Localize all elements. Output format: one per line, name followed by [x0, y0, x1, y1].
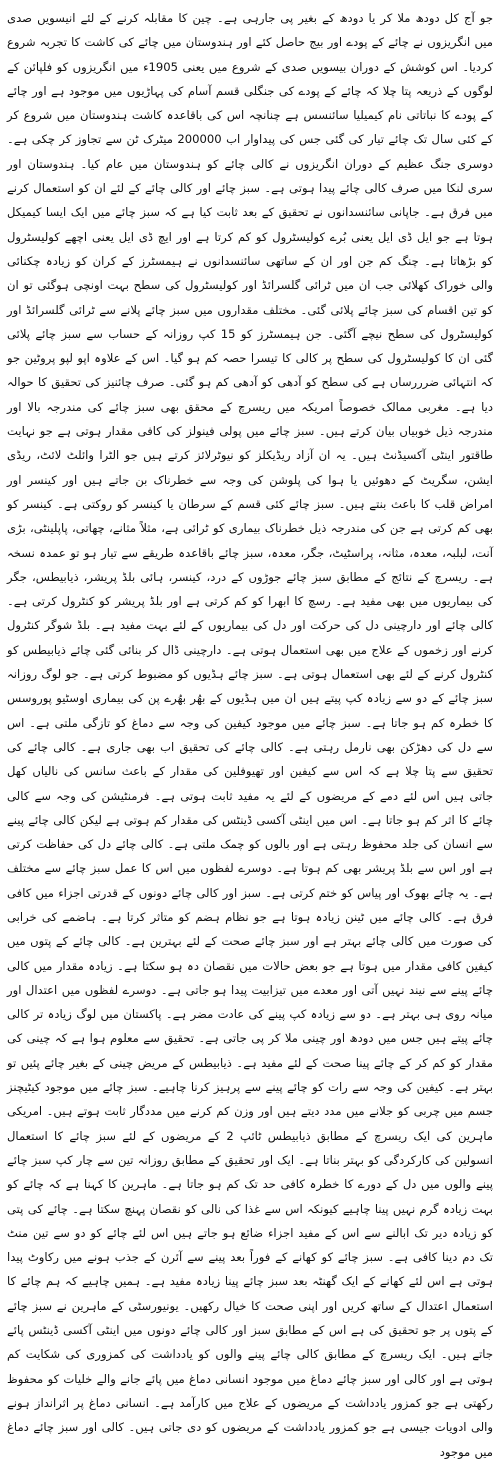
article-paragraph: جو آج کل دودھ ملا کر یا دودھ کے بغیر پی جارہی ہے۔ چین کا مقابلہ کرنے کے لئے انیسویں صدی میں انگریزوں نے چائے کے پودے اور بیج حاصل کئے اور ہندوستان میں چائے کی کاشت کا تجربہ شروع کردیا۔ اس کوشش کے دوران بیسویں صدی کے شروع میں یعنی 1905ء میں انگریزوں کو فلپائن کے لوگوں کے ذریعہ پتا چلا کہ چائے کے پودے کی جنگلی قسم آسام کی پہاڑیوں میں موجود ہے اور چائے کے پودے کا نباتاتی نام کیمیلیا سائنسس ہے چنانچہ اس کی باقاعدہ کاشت ہندوستان میں شروع کر کے کئی سال تک چائے تیار کی گئی جس کی پیداوار اب 200000 میٹرک ٹن سے تجاوز کر چکی ہے۔ دوسری جنگ عظیم کے دوران انگریزوں نے کالی چائے کو ہندوستان میں عام کیا۔ ہندوستان اور سری لنکا میں صرف کالی چائے پیدا ہوتی ہے۔ سبز چائے اور کالی چائے کے لئے ان کو استعمال کرنے میں فرق ہے۔ جاپانی سائنسدانوں نے تحقیق کے بعد ثابت کیا ہے کہ سبز چائے میں ایک ایسا کیمیکل ہوتا ہے جو ایل ڈی ایل یعنی بُرے کولیسٹرول کو کم کرتا ہے اور ایچ ڈی ایل یعنی اچھے کولیسٹرول کو بڑھاتا ہے۔ چنگ کم جن اور ان کے ساتھی سائنسدانوں نے ہیمسٹرز کے کران کو زیادہ چکنائی والی خوراک کھلائی جب ان میں ٹرائی گلسرائڈ اور کولیسٹرول کی سطح بہت اونچی ہوگئی تو ان کو تین اقسام کی سبز چائے پلائی گئی۔ مختلف مقداروں میں سبز چائے پلانے سے ٹرائی گلسرائڈ اور کولیسٹرول کی سطح نیچے آگئی۔ جن ہیمسٹرز کو 15 کپ روزانہ کے حساب سے سبز چائے پلائی گئی ان کا کولیسٹرول کی سطح پر کالی کا تیسرا حصہ کم ہو گیا۔ اس کے علاوہ اپو لپو پروٹین جو کہ انتہائی ضرررساں ہے کی سطح کو آدھی کو آدھی کم ہو گئی۔ صرف چائنیز کی تحقیق کا حوالہ دیا ہے۔ مغربی ممالک خصوصاً امریکہ میں ریسرچ کے محقق بھی سبز چائے کی مندرجہ بالا اور مندرجہ ذیل خوبیاں بیان کرتے ہیں۔ سبز چائے میں پولی فینولز کی کافی مقدار ہوتی ہے جو نہایت طاقتور اینٹی آکسیڈنٹ ہیں۔ یہ ان آزاد ریڈیکلز کو نیوٹرلائز کرتے ہیں جو الٹرا وائلٹ لائٹ، ریڈی ایشن، سگریٹ کے دھوئیں یا ہوا کی پلوشن کی وجہ سے خطرناک بن جاتے ہیں اور کینسر اور امراض قلب کا باعث بنتے ہیں۔ سبز چائے کئی قسم کے سرطان یا کینسر کو روکتی ہے۔ کینسر کو بھی کم کرتی ہے جن کی مندرجہ ذیل خطرناک بیماری کو ٹرائی ہے، مثلاً مثانے، چھاتی، پاپلینٹی، بڑی آنت، لبلبہ، معدہ، مثانہ، پراسٹیٹ، جگر، معدہ، سبز چائے باقاعدہ طریقے سے تیار ہو تو عمدہ نسخہ ہے۔ ریسرچ کے نتائج کے مطابق سبز چائے جوڑوں کے درد، کینسر، ہائی بلڈ پریشر، ذیابیطس، جگر کی بیماریوں میں بھی مفید ہے۔ رسچ کا ابھرا کو کم کرتی ہے اور بلڈ پریشر کو کنٹرول کرتی ہے۔ کالی چائے اور دارچینی دل کی حرکت اور دل کی بیماریوں کے لئے بہت مفید ہے۔ بلڈ شوگر کنٹرول کرنے اور زخموں کے علاج میں بھی استعمال ہوتی ہے۔ دارچینی ڈال کر بنائی گئی چائے ذیابیطس کو کنٹرول کرنے کے لئے بھی استعمال ہوتی ہے۔ سبز چائے ہڈیوں کو مضبوط کرتی ہے۔ جو لوگ روزانہ سبز چائے کے دو سے زیادہ کپ پیتے ہیں ان میں ہڈیوں کے بھُر بھُرے پن کی بیماری اوسٹیو پوروسس کا خطرہ کم ہو جاتا ہے۔ سبز چائے میں موجود کیفین کی وجہ سے دماغ کو تازگی ملتی ہے۔ اس سے دل کی دھڑکن بھی نارمل رہتی ہے۔ کالی چائے کی تحقیق اب بھی جاری ہے۔ کالی چائے کی تحقیق سے پتا چلا ہے کہ اس سے کیفین اور تھیوفلین کی مقدار کے باعث سانس کی نالیاں کھل جاتی ہیں اس لئے دمے کے مریضوں کے لئے یہ مفید ثابت ہوتی ہے۔ فرمنٹیشن کی وجہ سے کالی چائے کا اثر کم ہو جاتا ہے۔ اس میں اینٹی آکسی ڈینٹس کی مقدار کم ہوتی ہے لیکن کالی چائے پینے سے انسان کی جلد محفوظ رہتی ہے اور بالوں کو چمک ملتی ہے۔ کالی چائے دل کی حفاظت کرتی ہے اور اس سے بلڈ پریشر بھی کم ہوتا ہے۔ دوسرے لفظوں میں اس کا عمل سبز چائے سے مختلف ہے۔ یہ چائے بھوک اور پیاس کو ختم کرتی ہے۔ سبز اور کالی چائے دونوں کے قدرتی اجزاء میں کافی فرق ہے۔ کالی چائے میں ٹینن زیادہ ہوتا ہے جو نظام ہضم کو متاثر کرتا ہے۔ ہاضمے کی خرابی کی صورت میں کالی چائے بہتر ہے اور سبز چائے صحت کے لئے بہترین ہے۔ کالی چائے کے پتوں میں کیفین کافی مقدار میں ہوتا ہے جو بعض حالات میں نقصان دہ ہو سکتا ہے۔ زیادہ مقدار میں کالی چائے پینے سے نیند نہیں آتی اور معدے میں تیزابیت پیدا ہو جاتی ہے۔ دوسرے لفظوں میں اعتدال اور میانہ روی ہی بہتر ہے۔ دو سے زیادہ کپ پینے کی عادت مضر ہے۔ پاکستان میں لوگ زیادہ تر کالی چائے پیتے ہیں جس میں دودھ اور چینی ملا کر پی جاتی ہے۔ تحقیق سے معلوم ہوا ہے کہ چینی کی مقدار کو کم کر کے چائے پینا صحت کے لئے مفید ہے۔ ذیابیطس کے مریض چینی کے بغیر چائے پئیں تو بہتر ہے۔ کیفین کی وجہ سے رات کو چائے پینے سے پرہیز کرنا چاہیے۔ سبز چائے میں موجود کیٹیچنز جسم میں چربی کو جلانے میں مدد دیتے ہیں اور وزن کم کرنے میں مددگار ثابت ہوتے ہیں۔ امریکی ماہرین کی ایک ریسرچ کے مطابق ذیابیطس ٹائپ 2 کے مریضوں کے لئے سبز چائے کا استعمال انسولین کی کارکردگی کو بہتر بناتا ہے۔ ایک اور تحقیق کے مطابق روزانہ تین سے چار کپ سبز چائے پینے والوں میں دل کے دورے کا خطرہ کافی حد تک کم ہو جاتا ہے۔ ماہرین کا کہنا ہے کہ چائے کو بہت زیادہ گرم نہیں پینا چاہیے کیونکہ اس سے غذا کی نالی کو نقصان پہنچ سکتا ہے۔ چائے کی پتی کو زیادہ دیر تک ابالنے سے اس کے مفید اجزاء ضائع ہو جاتے ہیں اس لئے چائے کو دو سے تین منٹ تک دم دینا کافی ہے۔ سبز چائے کو کھانے کے فوراً بعد پینے سے آئرن کے جذب ہونے میں رکاوٹ پیدا ہوتی ہے اس لئے کھانے کے ایک گھنٹہ بعد سبز چائے پینا زیادہ مفید ہے۔ ہمیں چاہیے کہ ہم چائے کا استعمال اعتدال کے ساتھ کریں اور اپنی صحت کا خیال رکھیں۔ یونیورسٹی کے ماہرین نے سبز چائے کے پتوں پر جو تحقیق کی ہے اس کے مطابق سبز اور کالی چائے دونوں میں اینٹی آکسی ڈینٹس پائے جاتے ہیں۔ ایک ریسرچ کے مطابق کالی چائے پینے والوں کو یادداشت کی کمزوری کی شکایت کم ہوتی ہے اور کالی اور سبز چائے دماغ میں موجود انسانی دماغ میں پائے جانے والے خلیات کو محفوظ رکھتی ہے جو کمزور یادداشت کے مریضوں کے علاج میں کارآمد ہے۔ انسانی دماغ پر اثرانداز ہونے والی ادویات جیسی ہے جو کمزور یادداشت کے مریضوں کو دی جاتی ہیں۔ کالی اور سبز چائے دماغ میں موجود	[7, 11, 494, 1459]
